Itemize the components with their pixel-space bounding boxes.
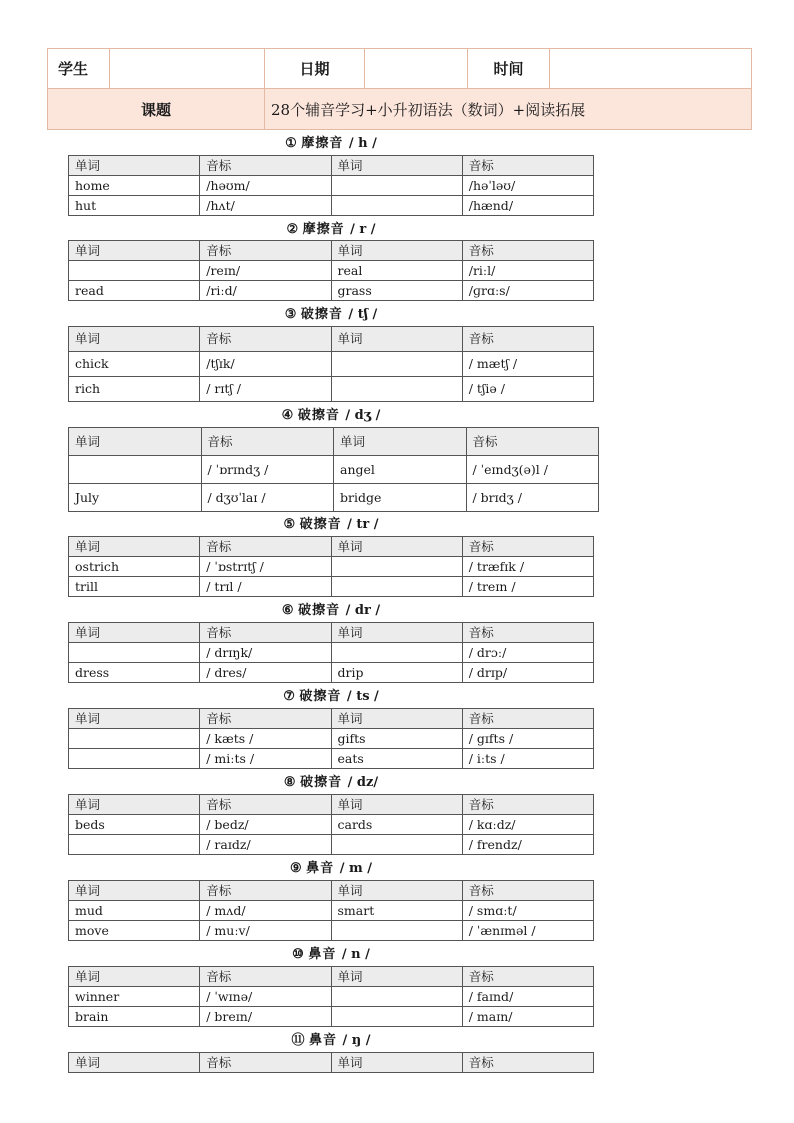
section-title [68,222,594,238]
word-cell[interactable] [331,921,462,941]
word-cell: ostrich [69,557,200,577]
word-cell: winner [69,987,200,1007]
section-title [68,775,594,791]
section-category: 摩擦音 [301,136,349,151]
phonetic-cell: / frendz/ [462,835,593,855]
word-cell: beds [69,815,200,835]
word-table [68,427,599,512]
header-word: 单词 [69,795,200,815]
section-sound: / dr / [345,603,381,618]
phonetic-cell: / treɪn / [462,577,593,597]
word-cell: grass [331,281,462,301]
word-cell[interactable] [331,577,462,597]
section-title [68,136,594,152]
section-category: 破擦音 [300,775,348,790]
word-cell[interactable] [69,729,200,749]
phonetic-cell: / faɪnd/ [462,987,593,1007]
word-table [68,1052,594,1073]
word-cell: hut [69,196,200,216]
header-word: 单词 [69,623,200,643]
word-cell[interactable] [69,643,200,663]
phonetic-cell: / ˈɒstrɪtʃ / [200,557,331,577]
phonetic-cell: /ɡrɑːs/ [462,281,593,301]
word-cell: move [69,921,200,941]
phonetic-cell: / rɪtʃ / [200,377,331,402]
section-title [68,947,594,963]
word-cell[interactable] [69,835,200,855]
word-cell: July [69,484,202,512]
section-sound: / n / [341,947,370,962]
header-word: 单词 [331,1053,462,1073]
section-number: ⑧ [283,775,301,790]
header-phonetic: 音标 [200,1053,331,1073]
header-phonetic: 音标 [462,327,593,352]
word-cell: angel [334,456,467,484]
section-number: ⑥ [281,603,299,618]
section-category: 破擦音 [300,307,349,322]
phonetic-cell: / miːts / [200,749,331,769]
section-sound: / h / [348,136,377,151]
header-phonetic: 音标 [200,327,331,352]
word-cell: chick [69,352,200,377]
word-table [68,966,594,1027]
header-phonetic: 音标 [200,967,331,987]
phonetic-cell: / dres/ [200,663,331,683]
table-header-row [69,881,594,901]
word-cell[interactable] [331,377,462,402]
table-row [69,643,594,663]
word-cell: home [69,176,200,196]
word-table [68,536,594,597]
section-title [68,603,594,619]
word-cell[interactable] [331,1007,462,1027]
header-phonetic: 音标 [462,881,593,901]
table-header-row [69,241,594,261]
time-field[interactable] [550,49,752,89]
phonetic-cell: / iːts / [462,749,593,769]
word-cell: eats [331,749,462,769]
word-table [68,708,594,769]
topic-label: 课题 [48,89,265,130]
section-title [68,861,594,877]
table-header-row [69,327,594,352]
table-row [69,352,594,377]
header-word: 单词 [69,241,200,261]
header-word: 单词 [69,537,200,557]
phonetic-cell: / tʃiə / [462,377,593,402]
topic-value: 28个辅音学习+小升初语法（数词）+阅读拓展 [265,89,752,130]
table-header-row [69,967,594,987]
section-number: ② [286,222,303,237]
table-header-row [69,156,594,176]
table-row [69,749,594,769]
phonetic-cell: /hænd/ [462,196,593,216]
header-phonetic: 音标 [200,156,331,176]
phonetic-cell: / bedz/ [200,815,331,835]
table-row [69,557,594,577]
word-cell: trill [69,577,200,597]
phonetic-cell: / ˈwɪnə/ [200,987,331,1007]
word-cell: bridge [334,484,467,512]
phonetic-cell: / gɪfts / [462,729,593,749]
header-phonetic: 音标 [200,537,331,557]
phonetic-cell: /riːd/ [200,281,331,301]
header-word: 单词 [331,241,462,261]
header-word: 单词 [334,428,467,456]
phonetic-cell: /tʃɪk/ [200,352,331,377]
phonetic-cell: / ˈɒrɪndʒ / [201,456,334,484]
word-cell: dress [69,663,200,683]
student-field[interactable] [110,49,265,89]
header-word: 单词 [69,428,202,456]
header-phonetic: 音标 [462,709,593,729]
section-category: 鼻音 [308,947,342,962]
header-phonetic: 音标 [462,537,593,557]
header-phonetic: 音标 [462,795,593,815]
word-cell: drip [331,663,462,683]
phonetic-cell: / mʌd/ [200,901,331,921]
phonetic-cell: / trɪl / [200,577,331,597]
section-sound: / r / [350,222,376,237]
phonetic-cell: / kɑːdz/ [462,815,593,835]
header-phonetic: 音标 [201,428,334,456]
section-number: ⑦ [283,689,300,704]
word-cell[interactable] [331,557,462,577]
header-word: 单词 [69,709,200,729]
word-cell[interactable] [69,456,202,484]
word-cell[interactable] [69,261,200,281]
section-sound: / ts / [346,689,379,704]
table-row [69,901,594,921]
phonetic-cell: / raɪdz/ [200,835,331,855]
section-number: ⑨ [289,861,307,876]
header-phonetic: 音标 [462,967,593,987]
word-table [68,326,594,402]
section-sound: / dʒ / [345,408,381,423]
header-word: 单词 [331,537,462,557]
word-cell: cards [331,815,462,835]
word-cell[interactable] [331,352,462,377]
word-cell[interactable] [331,643,462,663]
date-label: 日期 [265,49,365,89]
phonetic-cell: /həˈləʊ/ [462,176,593,196]
table-row [69,176,594,196]
phonetic-cell: / drɔː/ [462,643,593,663]
section-number: ⑤ [283,517,300,532]
header-phonetic: 音标 [200,241,331,261]
section-sound: / ŋ / [342,1033,371,1048]
table-row [69,729,594,749]
header-word: 单词 [69,327,200,352]
section-category: 破擦音 [297,408,346,423]
header-word: 单词 [69,881,200,901]
word-table [68,622,594,683]
lesson-header-table [47,48,752,130]
word-table [68,794,594,855]
section-title [68,517,594,533]
word-cell[interactable] [331,196,462,216]
section-title [68,307,594,323]
phonetic-cell: /reɪn/ [200,261,331,281]
table-header-row [69,537,594,557]
header-word: 单词 [331,623,462,643]
header-word: 单词 [331,881,462,901]
word-cell: gifts [331,729,462,749]
phonetic-cell: / træfɪk / [462,557,593,577]
table-row [69,577,594,597]
date-field[interactable] [365,49,468,89]
word-table [68,155,594,216]
header-phonetic: 音标 [200,623,331,643]
word-cell: smart [331,901,462,921]
phonetic-cell: /həʊm/ [200,176,331,196]
header-phonetic: 音标 [466,428,599,456]
section-category: 破擦音 [299,689,347,704]
section-number: ③ [284,307,301,322]
phonetic-cell: / ˈeɪndʒ(ə)l / [466,456,599,484]
phonetic-cell: / maɪn/ [462,1007,593,1027]
phonetic-cell: / breɪn/ [200,1007,331,1027]
header-phonetic: 音标 [200,709,331,729]
section-sound: / m / [339,861,373,876]
word-table [68,240,594,301]
phonetic-cell: /riːl/ [462,261,593,281]
word-cell: real [331,261,462,281]
table-row [69,261,594,281]
phonetic-cell: / smɑːt/ [462,901,593,921]
section-number: ④ [281,408,298,423]
header-phonetic: 音标 [462,241,593,261]
header-phonetic: 音标 [462,623,593,643]
section-sound: / dz/ [347,775,379,790]
header-word: 单词 [331,156,462,176]
word-cell[interactable] [331,987,462,1007]
time-label: 时间 [468,49,550,89]
header-phonetic: 音标 [200,795,331,815]
phonetic-cell: / brɪdʒ / [466,484,599,512]
section-title [68,408,594,424]
section-category: 鼻音 [306,861,340,876]
phonetic-cell: / drɪŋk/ [200,643,331,663]
header-phonetic: 音标 [200,881,331,901]
table-row [69,987,594,1007]
phonetic-cell: / mætʃ / [462,352,593,377]
section-category: 摩擦音 [302,222,351,237]
section-sound: / tr / [347,517,379,532]
table-header-row [69,623,594,643]
phonetic-cell: / dʒʊˈlaɪ / [201,484,334,512]
word-cell: brain [69,1007,200,1027]
student-label: 学生 [48,49,110,89]
section-number: ⑩ [292,947,309,962]
table-row [69,456,599,484]
header-word: 单词 [69,967,200,987]
section-category: 鼻音 [309,1033,343,1048]
phonetic-cell: / ˈænɪməl / [462,921,593,941]
table-row [69,1007,594,1027]
header-word: 单词 [69,1053,200,1073]
section-sound: / tʃ / [348,307,378,322]
word-cell: rich [69,377,200,402]
word-cell: read [69,281,200,301]
word-cell[interactable] [331,835,462,855]
word-cell[interactable] [331,176,462,196]
header-word: 单词 [331,709,462,729]
table-header-row [69,709,594,729]
table-header-row [69,795,594,815]
section-title [68,1033,594,1049]
phonetic-cell: / drɪp/ [462,663,593,683]
phonetic-cell: /hʌt/ [200,196,331,216]
table-row [69,196,594,216]
table-header-row [69,428,599,456]
header-phonetic: 音标 [462,1053,593,1073]
section-number: ① [285,136,302,151]
word-cell[interactable] [69,749,200,769]
phonetic-cell: / muːv/ [200,921,331,941]
table-row [69,281,594,301]
phonetic-cell: / kæts / [200,729,331,749]
header-word: 单词 [69,156,200,176]
section-category: 破擦音 [298,603,346,618]
table-row [69,835,594,855]
table-row [69,377,594,402]
section-title [68,689,594,705]
section-category: 破擦音 [299,517,348,532]
word-table [68,880,594,941]
word-cell: mud [69,901,200,921]
table-header-row [69,1053,594,1073]
header-word: 单词 [331,327,462,352]
section-number: ⑪ [291,1033,309,1048]
header-phonetic: 音标 [462,156,593,176]
header-word: 单词 [331,795,462,815]
header-word: 单词 [331,967,462,987]
table-row [69,663,594,683]
table-row [69,484,599,512]
table-row [69,921,594,941]
table-row [69,815,594,835]
